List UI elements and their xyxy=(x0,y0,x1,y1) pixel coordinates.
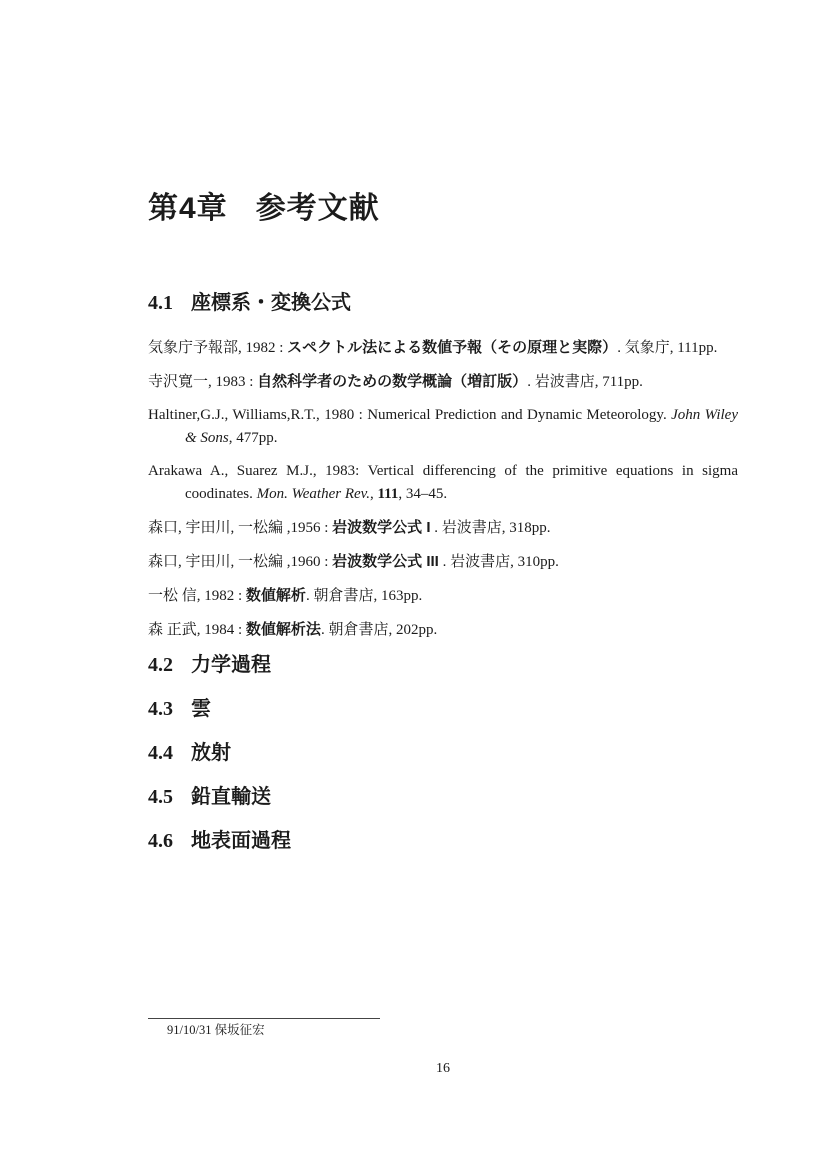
section-number: 4.5 xyxy=(148,786,173,808)
section-title: 雲 xyxy=(191,698,211,720)
reference-list xyxy=(148,336,738,652)
page-number: 16 xyxy=(436,1061,450,1076)
footnote-text: 91/10/31 保坂征宏 xyxy=(167,1023,265,1037)
reference-entry xyxy=(148,404,738,450)
footnote-rule xyxy=(148,1018,380,1019)
reference-segment: . 岩波書店, 318pp. xyxy=(430,520,551,536)
section-heading-4-4 xyxy=(148,740,738,766)
section-number: 4.2 xyxy=(148,654,173,676)
reference-entry xyxy=(148,460,738,506)
reference-segment: 自然科学者のための数学概論（増訂版） xyxy=(257,373,528,390)
section-number: 4.6 xyxy=(148,830,173,852)
reference-segment: Haltiner,G.J., Williams,R.T., 1980 : Numerical Prediction and Dynamic Meteorology. xyxy=(148,407,672,423)
section-heading-4-3 xyxy=(148,696,738,722)
reference-segment: . 岩波書店, 310pp. xyxy=(438,554,559,570)
reference-segment: 森口, 宇田川, 一松編 ,1960 : xyxy=(148,554,333,570)
reference-segment: 数値解析法 xyxy=(245,621,321,638)
reference-segment: スペクトル法による数値予報（その原理と実際） xyxy=(287,339,618,356)
reference-entry xyxy=(148,550,738,574)
chapter-heading xyxy=(148,191,738,227)
reference-segment: 寺沢寛一, 1983 : xyxy=(148,374,258,390)
reference-segment: 岩波数学公式 I xyxy=(332,519,431,536)
reference-segment: Arakawa A., Suarez M.J., 1983: Vertical differencing of the primitive equations in sigma coodinates. xyxy=(148,463,738,502)
reference-segment: . 朝倉書店, 163pp. xyxy=(305,588,423,604)
reference-entry xyxy=(148,618,738,642)
section-title: 座標系・変換公式 xyxy=(191,292,351,314)
reference-segment: Mon. Weather Rev. xyxy=(256,486,370,502)
section-heading-4-5 xyxy=(148,784,738,810)
text-column xyxy=(148,0,738,854)
chapter-title: 参考文献 xyxy=(255,192,380,225)
section-number: 4.4 xyxy=(148,742,173,764)
reference-segment: 一松 信, 1982 : xyxy=(148,588,246,604)
reference-segment: . 朝倉書店, 202pp. xyxy=(320,622,438,638)
section-title: 力学過程 xyxy=(191,654,271,676)
section-title: 地表面過程 xyxy=(191,830,291,852)
reference-entry xyxy=(148,336,738,360)
reference-entry xyxy=(148,370,738,394)
section-heading-4-1 xyxy=(148,290,738,316)
section-number: 4.3 xyxy=(148,698,173,720)
reference-entry xyxy=(148,516,738,540)
reference-entry xyxy=(148,584,738,608)
reference-segment: 気象庁予報部, 1982 : xyxy=(148,340,288,356)
section-heading-4-2 xyxy=(148,652,738,678)
section-title: 放射 xyxy=(191,742,231,764)
reference-segment: 111 xyxy=(377,486,399,502)
reference-segment: 森口, 宇田川, 一松編 ,1956 : xyxy=(148,520,333,536)
reference-segment: John Wiley & Sons xyxy=(185,407,738,446)
chapter-number: 第4章 xyxy=(148,192,228,225)
reference-segment: 数値解析 xyxy=(245,587,306,604)
reference-segment: . 岩波書店, 711pp. xyxy=(527,374,643,390)
reference-segment: . 気象庁, 111pp. xyxy=(617,340,718,356)
section-heading-4-6 xyxy=(148,828,738,854)
reference-segment: 森 正武, 1984 : xyxy=(148,622,246,638)
section-number: 4.1 xyxy=(148,292,173,314)
reference-segment: , 34–45. xyxy=(398,486,448,502)
reference-segment: , 477pp. xyxy=(228,430,278,446)
section-title: 鉛直輸送 xyxy=(191,786,271,808)
reference-segment: 岩波数学公式 III xyxy=(332,553,439,570)
reference-segment: , xyxy=(369,486,378,502)
